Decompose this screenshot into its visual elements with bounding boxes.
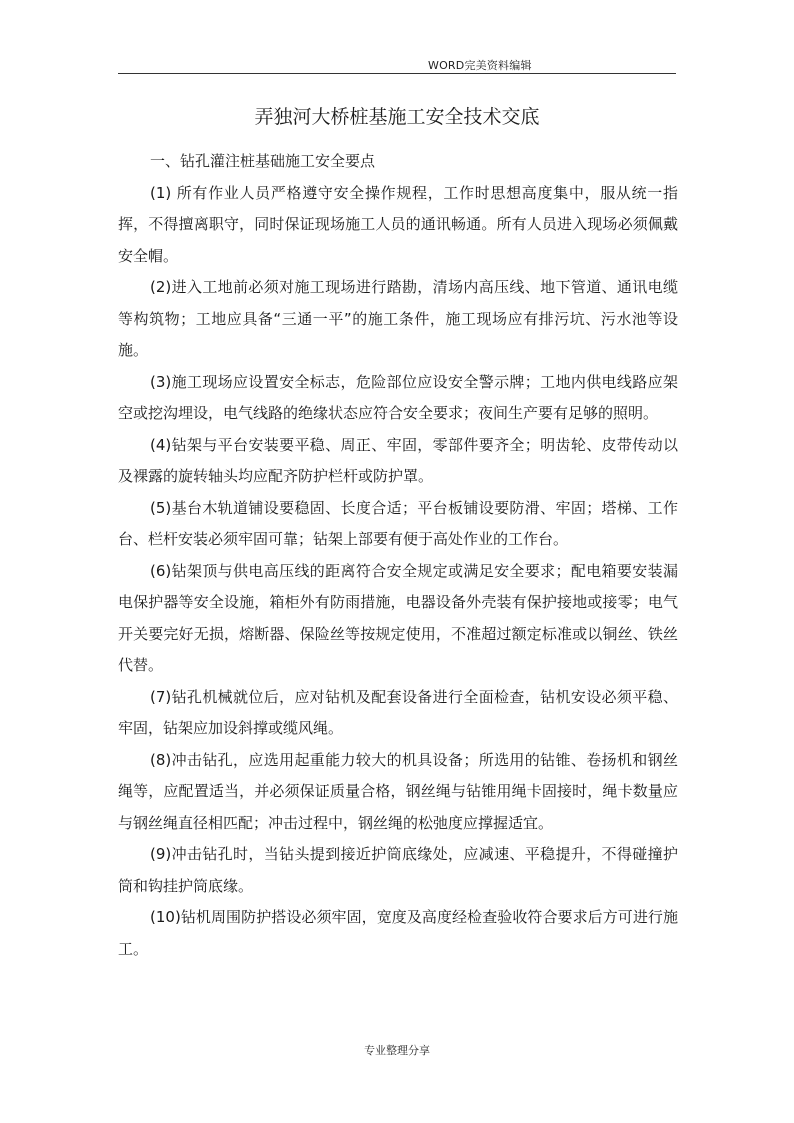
- document-body: [118, 146, 678, 965]
- paragraph-8: (8)冲击钻孔，应选用起重能力较大的机具设备；所选用的钻锥、卷扬机和钢丝绳等，应配置适当，并必须保证质量合格，钢丝绳与钻锥用绳卡固接时，绳卡数量应与钢丝绳直径相匹配；冲击过程中，钢丝绳的松弛度应撑握适宜。: [118, 750, 678, 832]
- paragraph-10: (10)钻机周围防护搭设必须牢固，宽度及高度经检查验收符合要求后方可进行施工。: [118, 908, 678, 958]
- paragraph-3: (3)施工现场应设置安全标志，危险部位应设安全警示牌；工地内供电线路应架空或挖沟埋设，电气线路的绝缘状态应符合安全要求；夜间生产要有足够的照明。: [118, 372, 678, 422]
- header-text: WORD完美资料编辑: [428, 59, 532, 72]
- paragraph-5: (5)基台木轨道铺设要稳固、长度合适；平台板铺设要防滑、牢固；塔梯、工作台、栏杆安装必须牢固可靠；钻架上部要有便于高处作业的工作台。: [118, 498, 678, 548]
- header-rule: [118, 73, 676, 74]
- paragraph-1: (1) 所有作业人员严格遵守安全操作规程，工作时思想高度集中，服从统一指挥，不得擅离职守，同时保证现场施工人员的通讯畅通。所有人员进入现场必须佩戴安全帽。: [118, 183, 678, 265]
- section-heading: 一、钻孔灌注桩基础施工安全要点: [150, 152, 376, 170]
- paragraph-9: (9)冲击钻孔时，当钻头提到接近护筒底缘处，应减速、平稳提升，不得碰撞护筒和钩挂护筒底缘。: [118, 845, 678, 895]
- paragraph-2: (2)进入工地前必须对施工现场进行踏勘，清场内高压线、地下管道、通讯电缆等构筑物；工地应具备“三通一平”的施工条件，施工现场应有排污坑、污水池等设施。: [118, 278, 678, 359]
- page-footer: 专业整理分享: [364, 1044, 430, 1057]
- paragraph-4: (4)钻架与平台安装要平稳、周正、牢固，零部件要齐全；明齿轮、皮带传动以及裸露的旋转轴头均应配齐防护栏杆或防护罩。: [118, 435, 678, 485]
- paragraph-6: (6)钻架顶与供电高压线的距离符合安全规定或满足安全要求；配电箱要安装漏电保护器等安全设施，箱柜外有防雨措施，电器设备外壳装有保护接地或接零；电气开关要完好无损，熔断器、保险丝等按规定使用，不准超过额定标准或以铜丝、铁丝代替。: [118, 561, 678, 674]
- paragraph-7: (7)钻孔机械就位后，应对钻机及配套设备进行全面检查，钻机安设必须平稳、牢固，钻架应加设斜撑或缆风绳。: [118, 687, 678, 737]
- document-title: 弄独河大桥桩基施工安全技术交底: [254, 106, 540, 128]
